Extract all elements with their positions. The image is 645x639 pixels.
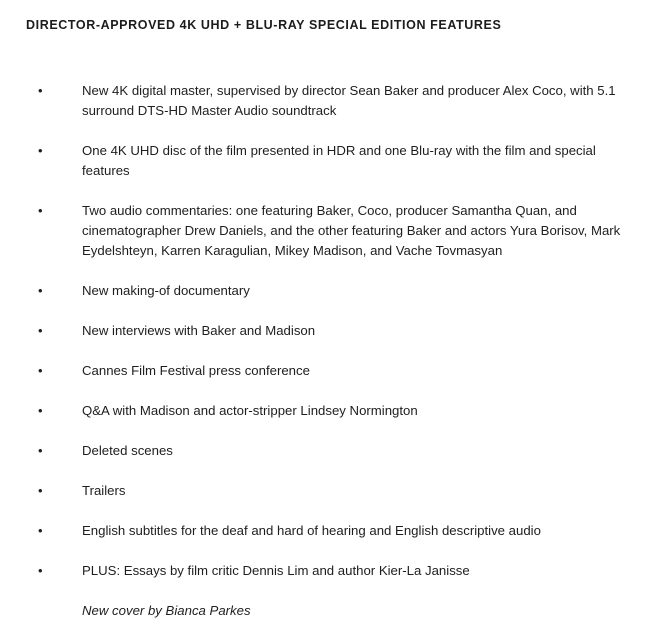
bullet-icon: • (38, 203, 43, 218)
feature-item (0, 361, 645, 381)
feature-text: Cannes Film Festival press conference (82, 363, 310, 378)
feature-item (0, 321, 645, 341)
feature-item (0, 81, 645, 121)
feature-text: One 4K UHD disc of the film presented in HDR and one Blu-ray with the film and special features (82, 143, 596, 178)
feature-item (0, 561, 645, 581)
feature-item (0, 281, 645, 301)
feature-item (0, 401, 645, 421)
bullet-icon: • (38, 143, 43, 158)
feature-text: Deleted scenes (82, 443, 173, 458)
bullet-icon: • (38, 323, 43, 338)
feature-text: PLUS: Essays by film critic Dennis Lim and author Kier-La Janisse (82, 563, 470, 578)
bullet-icon: • (38, 483, 43, 498)
feature-text: Trailers (82, 483, 126, 498)
feature-text: New making-of documentary (82, 283, 250, 298)
feature-item (0, 441, 645, 461)
bullet-icon: • (38, 523, 43, 538)
bullet-icon: • (38, 83, 43, 98)
feature-text: Two audio commentaries: one featuring Baker, Coco, producer Samantha Quan, and cinematographer Drew Daniels, and the other featuring Baker and actors Yura Borisov, Mark Eydelshteyn, Karren Karagulian, Mikey Madison, and Vache Tovmasyan (82, 203, 621, 258)
bullet-icon: • (38, 363, 43, 378)
bullet-icon: • (38, 563, 43, 578)
feature-text: Q&A with Madison and actor-stripper Lindsey Normington (82, 403, 418, 418)
feature-text: New 4K digital master, supervised by director Sean Baker and producer Alex Coco, with 5.1 surround DTS-HD Master Audio soundtrack (82, 83, 616, 118)
section-heading: DIRECTOR-APPROVED 4K UHD + BLU-RAY SPECIAL EDITION FEATURES (26, 18, 502, 32)
bullet-icon: • (38, 443, 43, 458)
cover-credit: New cover by Bianca Parkes (82, 603, 251, 618)
feature-text: New interviews with Baker and Madison (82, 323, 316, 338)
bullet-icon: • (38, 283, 43, 298)
feature-item (0, 141, 645, 181)
feature-item (0, 481, 645, 501)
features-list (0, 81, 645, 601)
feature-item (0, 521, 645, 541)
feature-text: English subtitles for the deaf and hard of hearing and English descriptive audio (82, 523, 541, 538)
bullet-icon: • (38, 403, 43, 418)
feature-item (0, 201, 645, 261)
